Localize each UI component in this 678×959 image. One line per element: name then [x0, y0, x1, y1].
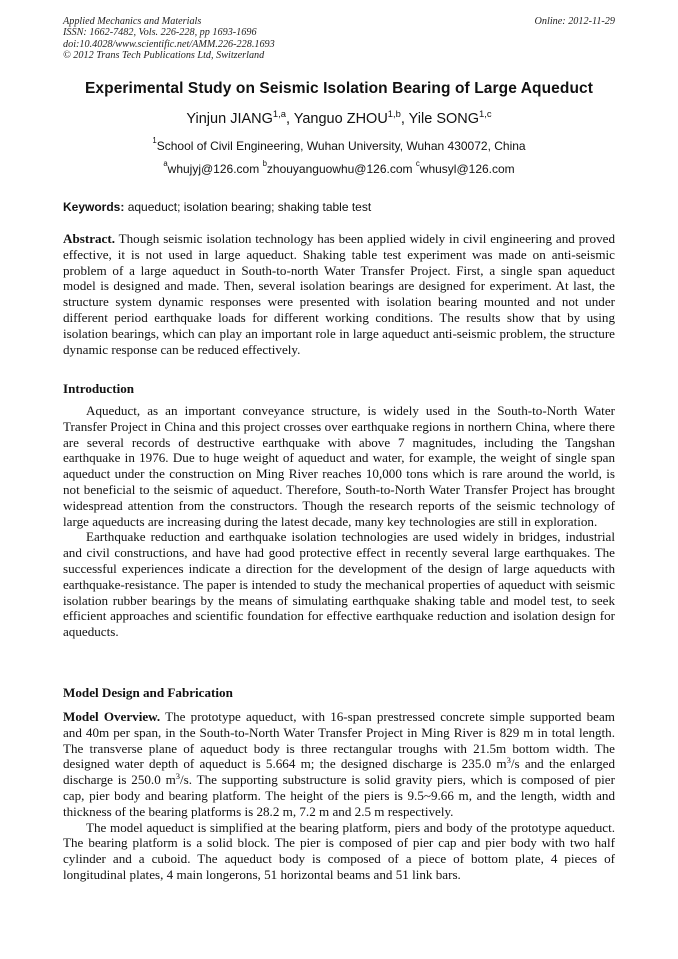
- affiliation: [40, 136, 638, 153]
- author-name: Yinjun JIANG: [186, 111, 273, 127]
- journal-header: [63, 16, 615, 62]
- paragraph: The model aqueduct is simplified at the bearing platform, piers and body of the prototype aqueduct. The bearing platform is a solid block. The pier is composed of pier cap and pier body with two half cylinder and a cuboid. The aqueduct body is composed of a piece of bottom plate, 4 pieces of longitudinal plates, 4 main longerons, 51 horizontal beams and 51 link bars.: [63, 819, 615, 882]
- author-name: Yile SONG: [408, 111, 480, 127]
- section-heading-introduction: Introduction: [63, 381, 135, 396]
- email-superscript: c: [415, 159, 420, 168]
- keywords-text: aqueduct; isolation bearing; shaking table test: [124, 200, 372, 214]
- model-design-section: [63, 709, 615, 883]
- unit-superscript: 3: [506, 755, 511, 766]
- keywords-label: Keywords:: [63, 200, 125, 214]
- online-date: Online: 2012-11-29: [534, 16, 615, 27]
- paragraph: Aqueduct, as an important conveyance structure, is widely used in the South-to-North Water Transfer Project in China and this project crosses over earthquake regions in northern China, where there are several records of destructive earthquake with above 7 magnitudes, including the Tangshan earthquake in 1976. Due to huge weight of aqueduct and water, for example, the weight of single span aqueduct under the construction on Ming River reaches 10,000 tons which is rare around the world, is not beneficial to the seismic of aqueduct. Therefore, South-to-North Water Transfer Project has brought widespread attention from the constructors. Though the research reports of the seismic technology of large aqueducts are increasing during the latest decade, many key technologies are still in exploration.: [63, 403, 615, 529]
- author-superscript: 1,a: [272, 108, 286, 119]
- copyright-line: © 2012 Trans Tech Publications Ltd, Switzerland: [63, 50, 265, 62]
- paragraph: Earthquake reduction and earthquake isolation technologies are used widely in bridges, industrial and civil constructions, and have had good protective effect in recently several large earthquakes. The successful experiences indicate a direction for the development of the design of large aqueducts with earthquake-resistance. The paper is intended to study the mechanical properties of aqueduct with seismic isolation rubber bearings by the means of simulating earthquake shaking table and model test, to seek efficient approaches and scientific foundation for effective earthquake reduction and isolation design for aqueducts.: [63, 529, 615, 640]
- doi-line: doi:10.4028/www.scientific.net/AMM.226-228.1693: [63, 38, 275, 50]
- author-list: [40, 108, 638, 127]
- abstract-text: Though seismic isolation technology has been applied widely in civil engineering and proved effective, it is not used in large aqueduct. Shaking table test experiment was made on anti-seismic problem of a large aqueduct in South-to-north Water Transfer Project. First, a single span aqueduct model is designed and made. Then, several isolation bearings are designed for experiment. At last, the structure system dynamic responses were presented with isolation bearing mounted and not under different period earthquake loads for different working conditions. The results show that by using isolation bearings, which can play an important role in large aqueduct anti-seismic problem, the structure dynamic response can be reduced effectively.: [63, 231, 615, 357]
- email-superscript: a: [163, 159, 168, 168]
- keywords: [63, 200, 615, 214]
- author-superscript: 1,b: [387, 108, 401, 119]
- abstract-label: Abstract.: [63, 231, 115, 246]
- paragraph: [63, 709, 615, 820]
- paragraph-text: The prototype aqueduct, with 16-span prestressed concrete simple supported beam and 40m per span, in the South-to-North Water Transfer Project in Ming River is 829 m in total length. The transverse plane of aqueduct body is three rectangular troughs with 21.5m bottom width. The designed water depth of aqueduct is 5.664 m; the designed discharge is 235.0 m: [63, 709, 615, 772]
- issn-line: ISSN: 1662-7482, Vols. 226-228, pp 1693-1696: [63, 27, 257, 39]
- affiliation-superscript: 1: [152, 136, 157, 145]
- paper-title: Experimental Study on Seismic Isolation Bearing of Large Aqueduct: [84, 80, 594, 97]
- abstract: [63, 231, 615, 357]
- author-separator: ,: [400, 111, 409, 127]
- email-address[interactable]: whujyj@126.com: [167, 162, 260, 176]
- email-address[interactable]: whusyl@126.com: [419, 162, 515, 176]
- email-address[interactable]: zhouyanguowhu@126.com: [266, 162, 413, 176]
- author-separator: ,: [285, 111, 294, 127]
- introduction-section: [63, 403, 615, 640]
- affiliation-text: School of Civil Engineering, Wuhan University, Wuhan 430072, China: [156, 139, 526, 153]
- unit-superscript: 3: [175, 771, 180, 782]
- section-heading-model-design: Model Design and Fabrication: [63, 685, 233, 700]
- author-name: Yanguo ZHOU: [293, 111, 388, 127]
- author-superscript: 1,c: [479, 108, 492, 119]
- paragraph-text: /s and the enlarged discharge is 250.0 m: [63, 756, 615, 788]
- email-list: [40, 159, 638, 176]
- paragraph-text: /s. The supporting substructure is solid gravity piers, which is composed of pier cap, pier body and bearing platform. The height of the piers is 9.5~9.66 m, and the length, width and thickness of the bearing platforms is 28.2 m, 7.2 m and 2.5 m respectively.: [63, 772, 615, 819]
- model-overview-label: Model Overview.: [63, 709, 161, 724]
- journal-name: Applied Mechanics and Materials: [63, 16, 202, 27]
- email-superscript: b: [262, 159, 267, 168]
